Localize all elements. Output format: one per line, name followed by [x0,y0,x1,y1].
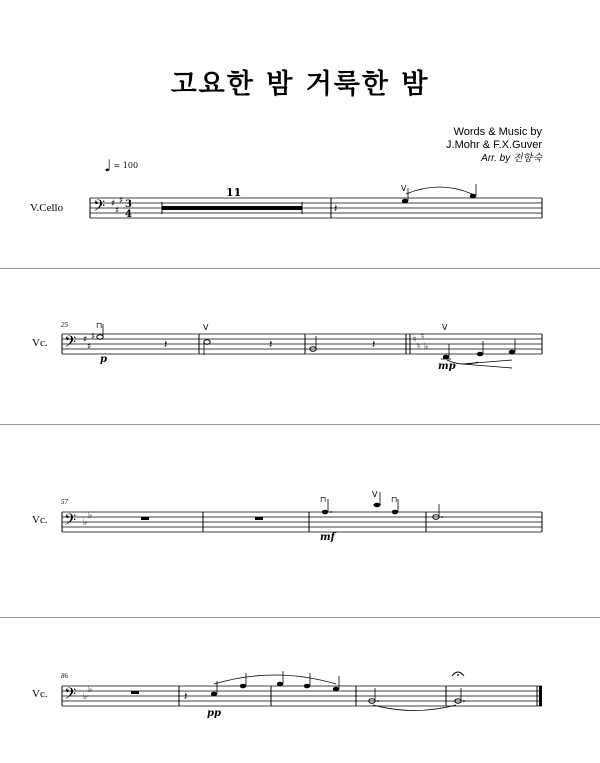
svg-text:♯: ♯ [83,335,88,345]
bass-clef-icon: 𝄢 [93,197,106,219]
staff-label: Vc. [32,337,48,349]
dynamic-marking: mp [438,361,456,372]
svg-text:♮: ♮ [417,342,421,352]
svg-text:♭: ♭ [83,692,88,702]
down-bow-icon: ⊓ [96,321,103,330]
staff-system-4 [0,678,600,718]
staff-lines [62,686,542,706]
svg-text:3: 3 [125,199,132,210]
svg-text:♯: ♯ [119,196,124,206]
svg-text:♭: ♭ [88,685,93,695]
quarter-rest-icon: 𝄽 [372,338,376,351]
staff-label: V.Cello [30,202,64,214]
svg-text:♭: ♭ [88,511,93,521]
whole-rest [141,517,149,520]
credits-composers: J.Mohr & F.X.Guver [446,139,542,151]
note [470,194,476,199]
bass-clef-icon: 𝄢 [64,333,77,355]
time-signature [125,199,132,220]
quarter-rest-icon: 𝄽 [334,202,338,215]
staff-label: Vc. [32,688,48,700]
credits [446,126,542,165]
down-bow-icon: ⊓ [391,495,398,504]
dynamic-marking: p [100,354,107,365]
dynamic-marking: mf [320,532,335,543]
quarter-rest-icon: 𝄽 [269,338,273,351]
slur [406,187,472,194]
multirest-count: 11 [226,186,242,199]
page-title: 고요한 밤 거룩한 밤 [170,69,430,100]
quarter-rest-icon: 𝄽 [184,690,188,703]
svg-text:♯: ♯ [91,332,96,342]
svg-text:♯: ♯ [115,206,120,216]
key-signature [83,511,92,528]
measure-number: 25 [61,321,68,329]
credits-words-music: Words & Music by [453,126,542,138]
down-bow-icon: ⊓ [320,495,327,504]
note [402,199,408,204]
bass-clef-icon: 𝄢 [64,685,77,707]
staff-lines [62,334,542,354]
svg-text:♯: ♯ [87,342,92,352]
measure-number: 86 [61,672,68,680]
staff-lines [90,198,542,218]
svg-text:♯: ♯ [111,199,116,209]
measure-number: 57 [61,498,68,506]
credits-arranger: Arr. by 전향숙 [481,153,542,164]
staff-system-1 [0,184,600,230]
staff-lines [62,512,542,532]
svg-text:♮: ♮ [413,335,417,345]
svg-text:♭: ♭ [424,342,429,352]
up-bow-icon: V [442,323,448,332]
multi-measure-rest [162,206,302,210]
svg-text:4: 4 [125,209,132,220]
tempo-marking [104,156,138,175]
whole-rest [131,691,139,694]
tempo-value: = 100 [113,161,139,170]
system-separator [0,268,600,269]
quarter-rest-icon: 𝄽 [164,338,168,351]
up-bow-icon: V [372,490,378,499]
up-bow-icon: V [401,184,407,193]
bass-clef-icon: 𝄢 [64,511,77,533]
staff-label: Vc. [32,514,48,526]
up-bow-icon: V [203,323,209,332]
system-separator [0,424,600,425]
dynamic-marking: pp [207,708,221,719]
quarter-note-icon: ♩ [104,156,112,175]
system-separator [0,617,600,618]
slur [214,675,336,684]
svg-text:♭: ♭ [83,518,88,528]
svg-text:♮: ♮ [421,332,425,342]
key-signature [83,685,92,702]
whole-rest [255,517,263,520]
